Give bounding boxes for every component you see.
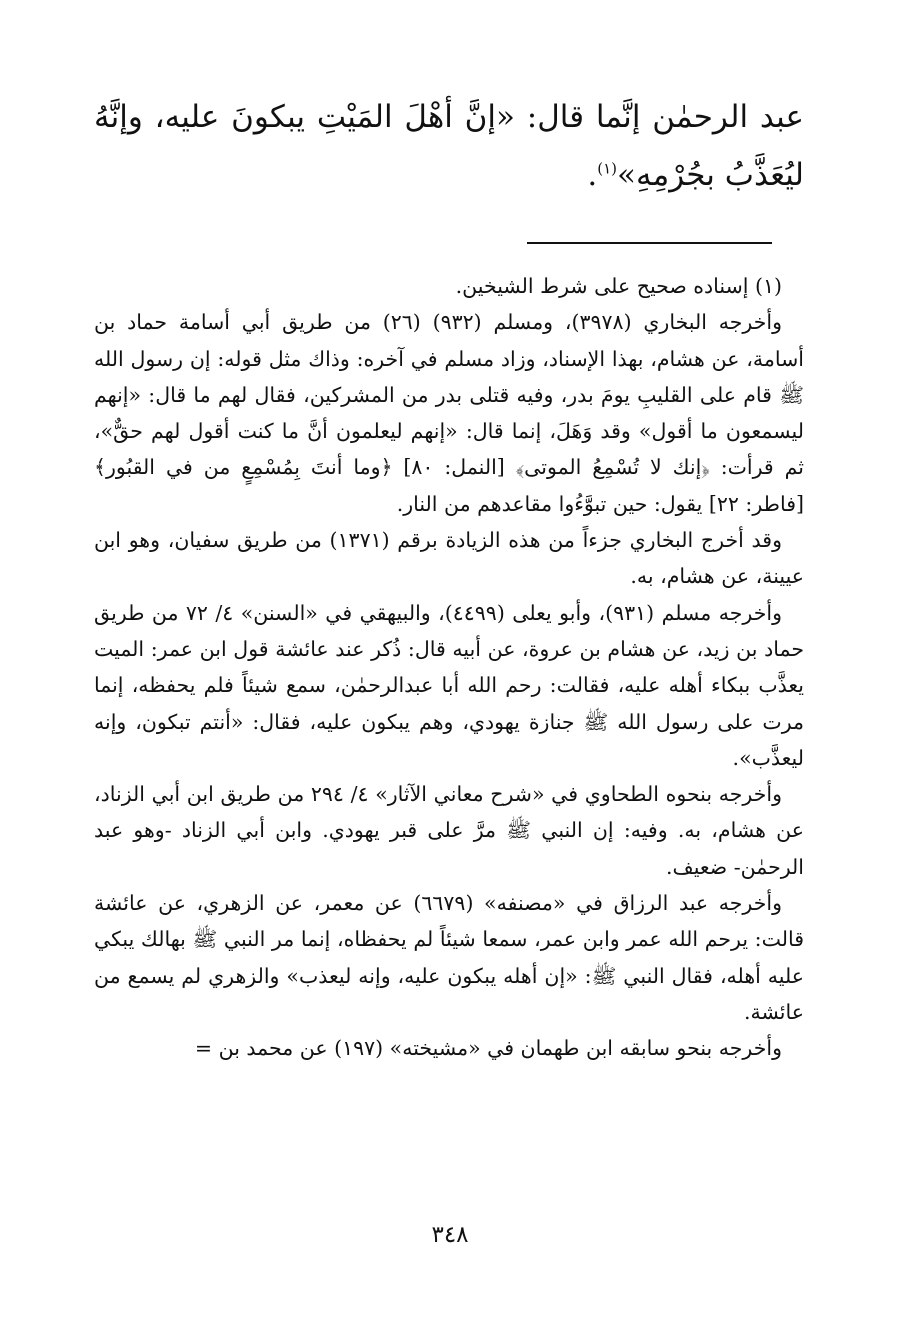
footnote-paragraph: وقد أخرج البخاري جزءاً من هذه الزيادة برقم (١٣٧١) من طريق سفيان، وهو ابن عيينة، عن هشام، به. — [94, 528, 804, 589]
footnote-paragraph: وأخرجه البخاري (٣٩٧٨)، ومسلم (٩٣٢) (٢٦) من طريق أبي أسامة حماد بن أسامة، عن هشام، بهذا الإسناد، وزاد مسلم في آخره: وذاك مثل قوله: إن رسول الله ﷺ قام على القليبِ يومَ بدر، وفيه قتلى بدر من المشركين، فقال لهم ما قال: «إنهم ليسمعون ما أقول» وقد وَهَلَ، إنما قال: «إنهم ليعلمون أنَّ ما كنت أقول لهم حقٌّ»، ثم قرأت: ﴿إنك لا تُسْمِعُ الموتى﴾ [النمل: ٨٠] ﴿وما أنتَ بِمُسْمِعٍ من في القبُور﴾ [فاطر: ٢٢] يقول: حين تبوَّءُوا مقاعدهم من النار. — [94, 310, 804, 516]
footnote-divider — [527, 242, 772, 244]
footnote-paragraph: وأخرجه بنحوه الطحاوي في «شرح معاني الآثار» ٤/ ٢٩٤ من طريق ابن أبي الزناد، عن هشام، به. وفيه: إن النبي ﷺ مرَّ على قبر يهودي. وابن أبي الزناد -وهو عبد الرحمٰن- ضعيف. — [94, 782, 804, 879]
footnote-reference: (١) — [597, 159, 617, 178]
footnote-paragraph: وأخرجه بنحو سابقه ابن طهمان في «مشيخته» (١٩٧) عن محمد بن = — [194, 1036, 782, 1061]
main-paragraph-text: عبد الرحمٰن إنَّما قال: «إنَّ أهْلَ المَيْتِ يبكونَ عليه، وإنَّهُ ليُعَذَّبُ بجُرْمِهِ» — [94, 99, 804, 193]
footnote-paragraph: وأخرجه عبد الرزاق في «مصنفه» (٦٦٧٩) عن معمر، عن الزهري، عن عائشة قالت: يرحم الله عمر وابن عمر، سمعا شيئاً لم يحفظاه، إنما مر النبي ﷺ بهالك يبكي عليه أهله، فقال النبي ﷺ: «إن أهله يبكون عليه، وإنه ليعذب» والزهري لم يسمع من عائشة. — [94, 891, 804, 1024]
page-number: ٣٤٨ — [431, 1222, 469, 1248]
main-paragraph — [94, 88, 804, 204]
main-text — [94, 88, 804, 204]
main-paragraph-end: . — [587, 157, 598, 193]
footnotes-section — [94, 268, 804, 1067]
footnote-paragraph: وأخرجه مسلم (٩٣١)، وأبو يعلى (٤٤٩٩)، والبيهقي في «السنن» ٤/ ٧٢ من طريق حماد بن زيد، عن هشام بن عروة، عن أبيه قال: ذُكر عند عائشة قول ابن عمر: الميت يعذَّب ببكاء أهله عليه، فقالت: رحم الله أبا عبدالرحمٰن، سمع شيئاً فلم يحفظه، إنما مرت على رسول الله ﷺ جنازة يهودي، وهم يبكون عليه، فقال: «أنتم تبكون، وإنه ليعذَّب». — [94, 600, 804, 770]
footnote-paragraph: (١) إسناده صحيح على شرط الشيخين. — [455, 274, 782, 298]
